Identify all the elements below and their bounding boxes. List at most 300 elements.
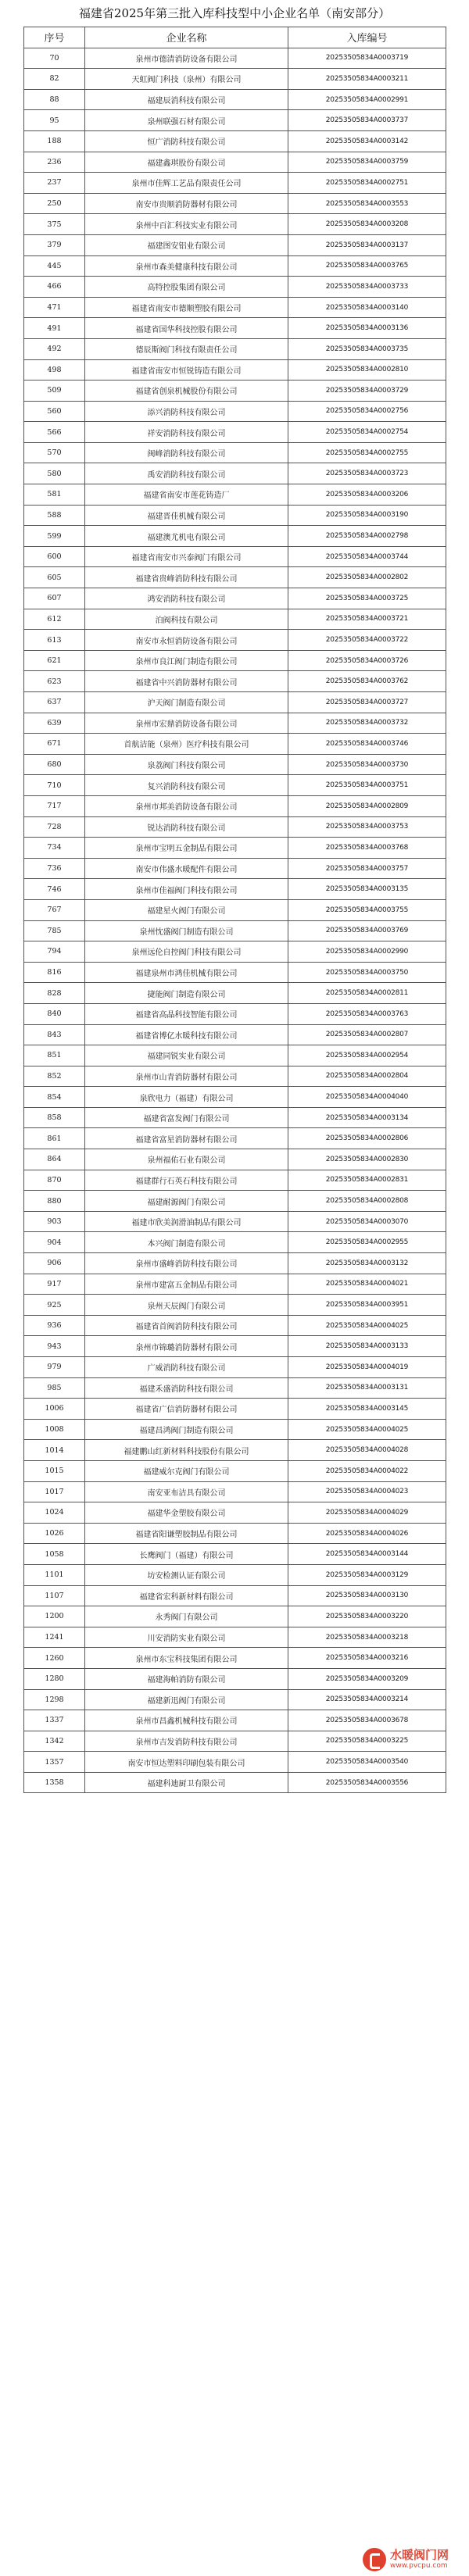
row-registration-code: 20253505834A0003735 <box>288 338 446 359</box>
row-company-name: 泉州忱盛阀门制造有限公司 <box>85 920 288 941</box>
site-logo-icon <box>363 2548 386 2571</box>
table-row <box>24 1731 446 1752</box>
row-serial: 1024 <box>24 1502 85 1524</box>
table-row <box>24 1460 446 1481</box>
row-registration-code: 20253505834A0004023 <box>288 1481 446 1502</box>
row-serial: 880 <box>24 1191 85 1212</box>
row-registration-code: 20253505834A0003144 <box>288 1544 446 1565</box>
table-row <box>24 1149 446 1170</box>
row-serial: 936 <box>24 1315 85 1336</box>
row-registration-code: 20253505834A0002807 <box>288 1024 446 1045</box>
row-registration-code: 20253505834A0003070 <box>288 1211 446 1232</box>
table-row <box>24 858 446 879</box>
row-company-name: 泉州市良江阀门制造有限公司 <box>85 650 288 671</box>
row-registration-code: 20253505834A0003753 <box>288 816 446 838</box>
row-registration-code: 20253505834A0003137 <box>288 234 446 255</box>
row-company-name: 福建省创泉机械股份有限公司 <box>85 381 288 402</box>
row-registration-code: 20253505834A0003768 <box>288 838 446 859</box>
table-row <box>24 838 446 859</box>
row-serial: 492 <box>24 338 85 359</box>
row-company-name: 泉州市东宝科技集团有限公司 <box>85 1648 288 1669</box>
table-row <box>24 422 446 443</box>
row-registration-code: 20253505834A0002806 <box>288 1128 446 1149</box>
table-row <box>24 297 446 318</box>
row-serial: 943 <box>24 1336 85 1357</box>
table-row <box>24 1544 446 1565</box>
row-company-name: 泉州联强石材有限公司 <box>85 110 288 131</box>
row-serial: 767 <box>24 899 85 920</box>
table-row <box>24 962 446 983</box>
table-row <box>24 1024 446 1045</box>
row-registration-code: 20253505834A0002810 <box>288 359 446 381</box>
row-registration-code: 20253505834A0002804 <box>288 1066 446 1087</box>
row-registration-code: 20253505834A0003725 <box>288 588 446 609</box>
row-registration-code: 20253505834A0003746 <box>288 734 446 755</box>
row-registration-code: 20253505834A0003211 <box>288 69 446 90</box>
row-registration-code: 20253505834A0004025 <box>288 1315 446 1336</box>
row-company-name: 恒广消防科技有限公司 <box>85 130 288 152</box>
table-row <box>24 1357 446 1378</box>
table-row <box>24 1232 446 1253</box>
row-serial: 710 <box>24 775 85 796</box>
row-company-name: 福建省中兴消防器材有限公司 <box>85 671 288 692</box>
row-company-name: 泉欣电力（福建）有限公司 <box>85 1087 288 1108</box>
row-serial: 903 <box>24 1211 85 1232</box>
row-company-name: 泉州远伦自控阀门科技有限公司 <box>85 941 288 963</box>
watermark <box>363 2546 466 2573</box>
row-serial: 1358 <box>24 1772 85 1793</box>
row-registration-code: 20253505834A0004025 <box>288 1419 446 1440</box>
row-serial: 1342 <box>24 1731 85 1752</box>
table-row <box>24 1211 446 1232</box>
table-row <box>24 1689 446 1710</box>
row-registration-code: 20253505834A0003726 <box>288 650 446 671</box>
row-company-name: 福建科迪厨卫有限公司 <box>85 1772 288 1793</box>
row-serial: 852 <box>24 1066 85 1087</box>
row-serial: 600 <box>24 546 85 567</box>
row-registration-code: 20253505834A0003729 <box>288 381 446 402</box>
row-company-name: 本兴阀门制造有限公司 <box>85 1232 288 1253</box>
row-registration-code: 20253505834A0003134 <box>288 1107 446 1128</box>
row-registration-code: 20253505834A0003721 <box>288 609 446 630</box>
table-row <box>24 1481 446 1502</box>
row-company-name: 福建省首阀消防科技有限公司 <box>85 1315 288 1336</box>
row-company-name: 闽峰消防科技有限公司 <box>85 442 288 463</box>
table-row <box>24 920 446 941</box>
row-company-name: 福建省富发阀门有限公司 <box>85 1107 288 1128</box>
row-registration-code: 20253505834A0003225 <box>288 1731 446 1752</box>
table-row <box>24 1523 446 1544</box>
row-serial: 828 <box>24 983 85 1004</box>
table-row <box>24 505 446 526</box>
row-serial: 717 <box>24 795 85 816</box>
row-registration-code: 20253505834A0003733 <box>288 277 446 298</box>
table-row <box>24 899 446 920</box>
table-row <box>24 754 446 775</box>
row-registration-code: 20253505834A0003732 <box>288 713 446 734</box>
watermark-site-name: 水暖阀门网 <box>390 2548 449 2562</box>
row-serial: 581 <box>24 484 85 506</box>
table-row <box>24 130 446 152</box>
row-serial: 1101 <box>24 1564 85 1585</box>
row-registration-code: 20253505834A0003556 <box>288 1772 446 1793</box>
row-company-name: 泉州市山青消防器材有限公司 <box>85 1066 288 1087</box>
row-serial: 1280 <box>24 1668 85 1689</box>
table-row <box>24 1170 446 1191</box>
row-registration-code: 20253505834A0003218 <box>288 1627 446 1648</box>
row-registration-code: 20253505834A0003737 <box>288 110 446 131</box>
row-serial: 843 <box>24 1024 85 1045</box>
row-registration-code: 20253505834A0003719 <box>288 48 446 69</box>
row-company-name: 祥安消防科技有限公司 <box>85 422 288 443</box>
table-row <box>24 48 446 69</box>
row-company-name: 泉州中百汇科技实业有限公司 <box>85 214 288 235</box>
row-registration-code: 20253505834A0003540 <box>288 1752 446 1773</box>
row-registration-code: 20253505834A0004019 <box>288 1357 446 1378</box>
row-company-name: 福建省南安市莲花铸造厂 <box>85 484 288 506</box>
row-company-name: 川安消防实业有限公司 <box>85 1627 288 1648</box>
table-row <box>24 110 446 131</box>
row-registration-code: 20253505834A0002802 <box>288 567 446 588</box>
document-title: 福建省2025年第三批入库科技型中小企业名单（南安部分） <box>78 6 391 20</box>
row-registration-code: 20253505834A0003206 <box>288 484 446 506</box>
row-serial: 734 <box>24 838 85 859</box>
row-registration-code: 20253505834A0004029 <box>288 1502 446 1524</box>
row-company-name: 福建省贵峰消防科技有限公司 <box>85 567 288 588</box>
table-row <box>24 692 446 713</box>
row-serial: 88 <box>24 89 85 110</box>
row-company-name: 永秀阀门有限公司 <box>85 1606 288 1627</box>
row-serial: 379 <box>24 234 85 255</box>
row-company-name: 泉州市森美健康科技有限公司 <box>85 255 288 277</box>
row-serial: 1107 <box>24 1585 85 1606</box>
row-registration-code: 20253505834A0003744 <box>288 546 446 567</box>
row-serial: 599 <box>24 526 85 547</box>
table-row <box>24 152 446 173</box>
row-company-name: 添兴消防科技有限公司 <box>85 401 288 422</box>
row-company-name: 锐达消防科技有限公司 <box>85 816 288 838</box>
row-company-name: 泉州市建富五金制品有限公司 <box>85 1274 288 1295</box>
row-registration-code: 20253505834A0003751 <box>288 775 446 796</box>
row-serial: 736 <box>24 858 85 879</box>
row-serial: 491 <box>24 318 85 339</box>
row-serial: 917 <box>24 1274 85 1295</box>
row-registration-code: 20253505834A0003208 <box>288 214 446 235</box>
row-company-name: 福建辰消科技有限公司 <box>85 89 288 110</box>
row-registration-code: 20253505834A0003140 <box>288 297 446 318</box>
table-row <box>24 193 446 214</box>
row-registration-code: 20253505834A0003951 <box>288 1295 446 1316</box>
table-row <box>24 630 446 651</box>
row-serial: 466 <box>24 277 85 298</box>
row-registration-code: 20253505834A0003759 <box>288 152 446 173</box>
row-serial: 95 <box>24 110 85 131</box>
watermark-url: www.pvcpu.com <box>390 2562 448 2570</box>
row-company-name: 首航洁能（泉州）医疗科技有限公司 <box>85 734 288 755</box>
row-serial: 728 <box>24 816 85 838</box>
row-company-name: 泉州市锦璐消防器材有限公司 <box>85 1336 288 1357</box>
table-row <box>24 1045 446 1066</box>
table-row <box>24 1066 446 1087</box>
row-serial: 979 <box>24 1357 85 1378</box>
table-row <box>24 1191 446 1212</box>
row-company-name: 福建省南安市恒锐铸造有限公司 <box>85 359 288 381</box>
row-serial: 639 <box>24 713 85 734</box>
row-serial: 861 <box>24 1128 85 1149</box>
row-registration-code: 20253505834A0003130 <box>288 1585 446 1606</box>
row-company-name: 南安市贵顺消防器材有限公司 <box>85 193 288 214</box>
row-company-name: 复兴消防科技有限公司 <box>85 775 288 796</box>
row-company-name: 泉州市吉发消防科技有限公司 <box>85 1731 288 1752</box>
row-company-name: 南安市恒达塑料印刷包装有限公司 <box>85 1752 288 1773</box>
table-row <box>24 1668 446 1689</box>
row-serial: 607 <box>24 588 85 609</box>
row-registration-code: 20253505834A0002755 <box>288 442 446 463</box>
table-row <box>24 173 446 194</box>
row-registration-code: 20253505834A0002751 <box>288 173 446 194</box>
table-row <box>24 1627 446 1648</box>
table-row <box>24 650 446 671</box>
row-registration-code: 20253505834A0003190 <box>288 505 446 526</box>
table-row <box>24 1003 446 1024</box>
row-registration-code: 20253505834A0003678 <box>288 1710 446 1731</box>
row-serial: 471 <box>24 297 85 318</box>
row-serial: 509 <box>24 381 85 402</box>
row-company-name: 南安市永恒消防设备有限公司 <box>85 630 288 651</box>
row-registration-code: 20253505834A0003730 <box>288 754 446 775</box>
table-row <box>24 941 446 963</box>
table-row <box>24 1336 446 1357</box>
row-registration-code: 20253505834A0003765 <box>288 255 446 277</box>
row-serial: 375 <box>24 214 85 235</box>
row-company-name: 捷能阀门制造有限公司 <box>85 983 288 1004</box>
row-serial: 588 <box>24 505 85 526</box>
row-registration-code: 20253505834A0003135 <box>288 879 446 900</box>
row-company-name: 泉州市德清消防设备有限公司 <box>85 48 288 69</box>
row-company-name: 泉州市盛峰消防科技有限公司 <box>85 1253 288 1274</box>
row-registration-code: 20253505834A0002809 <box>288 795 446 816</box>
enterprise-table <box>23 27 446 1793</box>
row-company-name: 福建华金塑胶有限公司 <box>85 1502 288 1524</box>
table-row <box>24 1087 446 1108</box>
row-registration-code: 20253505834A0003216 <box>288 1648 446 1669</box>
row-registration-code: 20253505834A0004028 <box>288 1440 446 1461</box>
row-serial: 864 <box>24 1149 85 1170</box>
row-company-name: 南安市伟盛水暖配件有限公司 <box>85 858 288 879</box>
table-row <box>24 1440 446 1461</box>
row-registration-code: 20253505834A0002811 <box>288 983 446 1004</box>
row-serial: 816 <box>24 962 85 983</box>
row-company-name: 福建省南安市兴泰阀门有限公司 <box>85 546 288 567</box>
table-header-row <box>24 27 446 48</box>
table-row <box>24 609 446 630</box>
row-company-name: 泉州市邦美消防设备有限公司 <box>85 795 288 816</box>
table-row <box>24 359 446 381</box>
table-row <box>24 338 446 359</box>
row-serial: 904 <box>24 1232 85 1253</box>
table-row <box>24 1502 446 1524</box>
table-row <box>24 234 446 255</box>
table-row <box>24 734 446 755</box>
row-registration-code: 20253505834A0002830 <box>288 1149 446 1170</box>
row-company-name: 南安亚布洁具有限公司 <box>85 1481 288 1502</box>
row-serial: 985 <box>24 1377 85 1399</box>
row-registration-code: 20253505834A0002954 <box>288 1045 446 1066</box>
row-serial: 858 <box>24 1107 85 1128</box>
row-company-name: 福建省高晶科技智能有限公司 <box>85 1003 288 1024</box>
row-company-name: 泉州市佳福阀门科技有限公司 <box>85 879 288 900</box>
row-registration-code: 20253505834A0003553 <box>288 193 446 214</box>
row-registration-code: 20253505834A0003763 <box>288 1003 446 1024</box>
row-registration-code: 20253505834A0003769 <box>288 920 446 941</box>
row-company-name: 福建省博亿水暖科技有限公司 <box>85 1024 288 1045</box>
row-serial: 1026 <box>24 1523 85 1544</box>
table-row <box>24 1399 446 1420</box>
row-serial: 1298 <box>24 1689 85 1710</box>
row-registration-code: 20253505834A0003132 <box>288 1253 446 1274</box>
row-serial: 840 <box>24 1003 85 1024</box>
table-row <box>24 567 446 588</box>
row-company-name: 泉州福佑石业有限公司 <box>85 1149 288 1170</box>
row-registration-code: 20253505834A0002798 <box>288 526 446 547</box>
row-company-name: 泊阀科技有限公司 <box>85 609 288 630</box>
row-company-name: 福建新迅阀门有限公司 <box>85 1689 288 1710</box>
row-serial: 498 <box>24 359 85 381</box>
row-serial: 605 <box>24 567 85 588</box>
row-serial: 237 <box>24 173 85 194</box>
table-row <box>24 588 446 609</box>
row-registration-code: 20253505834A0003142 <box>288 130 446 152</box>
row-company-name: 福建同锐实业有限公司 <box>85 1045 288 1066</box>
row-company-name: 福建澳尤机电有限公司 <box>85 526 288 547</box>
row-company-name: 鸿安消防科技有限公司 <box>85 588 288 609</box>
header-company-name: 企业名称 <box>85 27 288 48</box>
row-company-name: 福建省宏科新材料有限公司 <box>85 1585 288 1606</box>
table-row <box>24 983 446 1004</box>
row-serial: 621 <box>24 650 85 671</box>
row-registration-code: 20253505834A0003214 <box>288 1689 446 1710</box>
row-serial: 570 <box>24 442 85 463</box>
table-row <box>24 484 446 506</box>
row-serial: 794 <box>24 941 85 963</box>
row-company-name: 福建海帕消防有限公司 <box>85 1668 288 1689</box>
row-registration-code: 20253505834A0003750 <box>288 962 446 983</box>
row-company-name: 福建群行石英石科技有限公司 <box>85 1170 288 1191</box>
row-serial: 925 <box>24 1295 85 1316</box>
row-serial: 236 <box>24 152 85 173</box>
row-registration-code: 20253505834A0003209 <box>288 1668 446 1689</box>
row-registration-code: 20253505834A0002955 <box>288 1232 446 1253</box>
row-registration-code: 20253505834A0003727 <box>288 692 446 713</box>
row-registration-code: 20253505834A0002831 <box>288 1170 446 1191</box>
row-company-name: 福建省南安市德顺塑胶有限公司 <box>85 297 288 318</box>
row-company-name: 福建星火阀门有限公司 <box>85 899 288 920</box>
row-registration-code: 20253505834A0002990 <box>288 941 446 963</box>
row-registration-code: 20253505834A0002756 <box>288 401 446 422</box>
table-row <box>24 546 446 567</box>
row-serial: 560 <box>24 401 85 422</box>
row-company-name: 福建耐源阀门有限公司 <box>85 1191 288 1212</box>
row-company-name: 长鹰阀门（福建）有限公司 <box>85 1544 288 1565</box>
row-registration-code: 20253505834A0003755 <box>288 899 446 920</box>
row-registration-code: 20253505834A0003133 <box>288 1336 446 1357</box>
row-serial: 854 <box>24 1087 85 1108</box>
row-serial: 671 <box>24 734 85 755</box>
row-company-name: 福建昌鸿阀门制造有限公司 <box>85 1419 288 1440</box>
table-row <box>24 89 446 110</box>
row-company-name: 泉荔阀门科技有限公司 <box>85 754 288 775</box>
table-row <box>24 1315 446 1336</box>
row-serial: 580 <box>24 463 85 484</box>
table-row <box>24 1295 446 1316</box>
row-company-name: 沪天阀门制造有限公司 <box>85 692 288 713</box>
row-company-name: 福建省广信消防器材有限公司 <box>85 1399 288 1420</box>
table-row <box>24 795 446 816</box>
table-row <box>24 277 446 298</box>
table-row <box>24 401 446 422</box>
row-serial: 851 <box>24 1045 85 1066</box>
table-row <box>24 1710 446 1731</box>
row-serial: 1008 <box>24 1419 85 1440</box>
row-registration-code: 20253505834A0003762 <box>288 671 446 692</box>
table-row <box>24 214 446 235</box>
row-serial: 1006 <box>24 1399 85 1420</box>
table-row <box>24 255 446 277</box>
table-row <box>24 1564 446 1585</box>
table-row <box>24 1128 446 1149</box>
row-registration-code: 20253505834A0004040 <box>288 1087 446 1108</box>
table-row <box>24 713 446 734</box>
row-serial: 1357 <box>24 1752 85 1773</box>
table-row <box>24 816 446 838</box>
row-serial: 612 <box>24 609 85 630</box>
row-serial: 1017 <box>24 1481 85 1502</box>
row-company-name: 泉州市佳辉工艺品有限责任公司 <box>85 173 288 194</box>
row-serial: 1200 <box>24 1606 85 1627</box>
row-serial: 637 <box>24 692 85 713</box>
table-row <box>24 1377 446 1399</box>
row-serial: 1241 <box>24 1627 85 1648</box>
table-row <box>24 1107 446 1128</box>
table-row <box>24 671 446 692</box>
table-row <box>24 1253 446 1274</box>
row-serial: 870 <box>24 1170 85 1191</box>
table-row <box>24 463 446 484</box>
row-company-name: 福建图安铝业有限公司 <box>85 234 288 255</box>
table-row <box>24 1752 446 1773</box>
table-row <box>24 526 446 547</box>
row-registration-code: 20253505834A0003220 <box>288 1606 446 1627</box>
row-company-name: 福建晋佳机械有限公司 <box>85 505 288 526</box>
row-registration-code: 20253505834A0003757 <box>288 858 446 879</box>
row-serial: 82 <box>24 69 85 90</box>
row-company-name: 福建鑫琪股份有限公司 <box>85 152 288 173</box>
row-company-name: 福建威尔克阀门有限公司 <box>85 1460 288 1481</box>
row-company-name: 福建市欣美润滑油制品有限公司 <box>85 1211 288 1232</box>
table-row <box>24 1648 446 1669</box>
row-serial: 70 <box>24 48 85 69</box>
row-company-name: 福建鹏山红新材料科技股份有限公司 <box>85 1440 288 1461</box>
row-serial: 445 <box>24 255 85 277</box>
row-company-name: 天虹阀门科技（泉州）有限公司 <box>85 69 288 90</box>
row-company-name: 禹安消防科技有限公司 <box>85 463 288 484</box>
row-registration-code: 20253505834A0004022 <box>288 1460 446 1481</box>
row-registration-code: 20253505834A0003723 <box>288 463 446 484</box>
row-registration-code: 20253505834A0002808 <box>288 1191 446 1212</box>
row-company-name: 泉州天辰阀门有限公司 <box>85 1295 288 1316</box>
table-row <box>24 1585 446 1606</box>
row-serial: 1337 <box>24 1710 85 1731</box>
